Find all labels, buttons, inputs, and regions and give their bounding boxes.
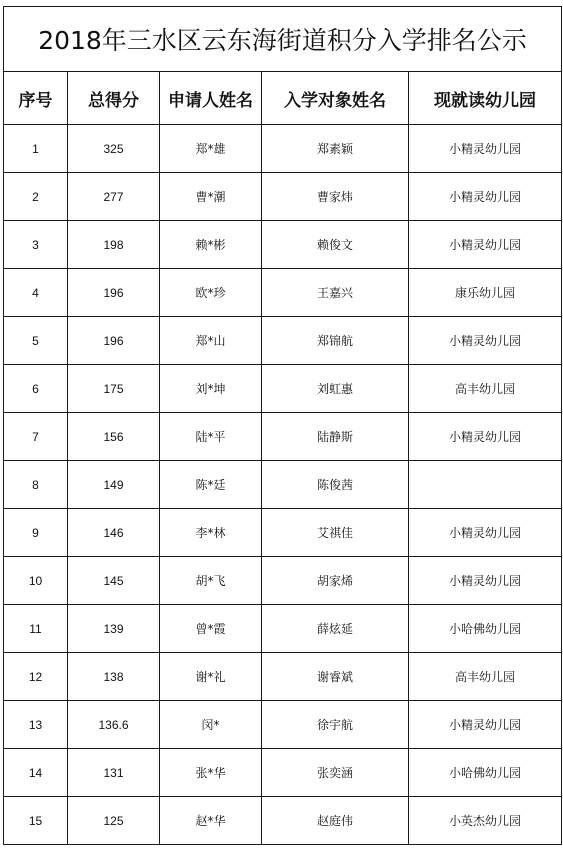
table-row xyxy=(4,797,562,845)
header-applicant: 申请人姓名 xyxy=(160,72,262,125)
table-row xyxy=(4,269,562,317)
cell-score: 196 xyxy=(68,269,160,317)
table-row xyxy=(4,653,562,701)
cell-kindergarten: 小哈佛幼儿园 xyxy=(409,605,562,653)
cell-score: 149 xyxy=(68,461,160,509)
cell-score: 196 xyxy=(68,317,160,365)
cell-student: 郑素颖 xyxy=(262,125,409,173)
ranking-table xyxy=(3,6,562,845)
cell-student: 赵庭伟 xyxy=(262,797,409,845)
table-row xyxy=(4,509,562,557)
cell-kindergarten: 小哈佛幼儿园 xyxy=(409,749,562,797)
cell-applicant: 郑*山 xyxy=(160,317,262,365)
cell-kindergarten: 小精灵幼儿园 xyxy=(409,317,562,365)
cell-applicant: 闵* xyxy=(160,701,262,749)
table-row xyxy=(4,413,562,461)
cell-kindergarten: 小精灵幼儿园 xyxy=(409,413,562,461)
cell-applicant: 张*华 xyxy=(160,749,262,797)
cell-student: 谢睿斌 xyxy=(262,653,409,701)
title-row xyxy=(4,7,562,72)
cell-score: 277 xyxy=(68,173,160,221)
cell-score: 136.6 xyxy=(68,701,160,749)
cell-serial: 15 xyxy=(4,797,68,845)
cell-student: 赖俊文 xyxy=(262,221,409,269)
cell-applicant: 胡*飞 xyxy=(160,557,262,605)
cell-score: 145 xyxy=(68,557,160,605)
header-serial: 序号 xyxy=(4,72,68,125)
cell-applicant: 刘*坤 xyxy=(160,365,262,413)
cell-score: 146 xyxy=(68,509,160,557)
cell-applicant: 曹*潮 xyxy=(160,173,262,221)
cell-kindergarten: 小精灵幼儿园 xyxy=(409,701,562,749)
table-row xyxy=(4,749,562,797)
cell-kindergarten: 小英杰幼儿园 xyxy=(409,797,562,845)
table-row xyxy=(4,221,562,269)
page-title: 2018年三水区云东海街道积分入学排名公示 xyxy=(4,7,562,72)
table-row xyxy=(4,173,562,221)
cell-kindergarten: 高丰幼儿园 xyxy=(409,365,562,413)
cell-score: 198 xyxy=(68,221,160,269)
cell-serial: 11 xyxy=(4,605,68,653)
cell-score: 125 xyxy=(68,797,160,845)
cell-student: 陈俊茜 xyxy=(262,461,409,509)
cell-score: 175 xyxy=(68,365,160,413)
cell-student: 张奕涵 xyxy=(262,749,409,797)
header-row xyxy=(4,72,562,125)
cell-serial: 14 xyxy=(4,749,68,797)
cell-student: 王嘉兴 xyxy=(262,269,409,317)
cell-kindergarten: 小精灵幼儿园 xyxy=(409,221,562,269)
cell-serial: 3 xyxy=(4,221,68,269)
cell-serial: 5 xyxy=(4,317,68,365)
cell-serial: 8 xyxy=(4,461,68,509)
table-row xyxy=(4,605,562,653)
cell-serial: 2 xyxy=(4,173,68,221)
cell-applicant: 郑*雄 xyxy=(160,125,262,173)
table-row xyxy=(4,461,562,509)
cell-serial: 6 xyxy=(4,365,68,413)
cell-serial: 10 xyxy=(4,557,68,605)
cell-student: 徐宇航 xyxy=(262,701,409,749)
table-row xyxy=(4,557,562,605)
cell-score: 131 xyxy=(68,749,160,797)
cell-score: 139 xyxy=(68,605,160,653)
header-kindergarten: 现就读幼儿园 xyxy=(409,72,562,125)
cell-applicant: 曾*霞 xyxy=(160,605,262,653)
cell-kindergarten xyxy=(409,461,562,509)
cell-kindergarten: 小精灵幼儿园 xyxy=(409,509,562,557)
cell-applicant: 陈*廷 xyxy=(160,461,262,509)
cell-applicant: 李*林 xyxy=(160,509,262,557)
cell-serial: 4 xyxy=(4,269,68,317)
cell-student: 薛炫延 xyxy=(262,605,409,653)
table-row xyxy=(4,125,562,173)
cell-score: 156 xyxy=(68,413,160,461)
cell-applicant: 赵*华 xyxy=(160,797,262,845)
cell-serial: 13 xyxy=(4,701,68,749)
cell-student: 曹家炜 xyxy=(262,173,409,221)
cell-applicant: 赖*彬 xyxy=(160,221,262,269)
cell-kindergarten: 小精灵幼儿园 xyxy=(409,557,562,605)
cell-kindergarten: 康乐幼儿园 xyxy=(409,269,562,317)
ranking-document xyxy=(3,6,561,845)
cell-score: 138 xyxy=(68,653,160,701)
cell-serial: 9 xyxy=(4,509,68,557)
header-student: 入学对象姓名 xyxy=(262,72,409,125)
cell-applicant: 欧*珍 xyxy=(160,269,262,317)
cell-student: 郑锦航 xyxy=(262,317,409,365)
cell-kindergarten: 高丰幼儿园 xyxy=(409,653,562,701)
cell-score: 325 xyxy=(68,125,160,173)
cell-applicant: 谢*礼 xyxy=(160,653,262,701)
table-row xyxy=(4,701,562,749)
table-body xyxy=(4,125,562,845)
table-row xyxy=(4,365,562,413)
cell-kindergarten: 小精灵幼儿园 xyxy=(409,125,562,173)
cell-applicant: 陆*平 xyxy=(160,413,262,461)
cell-student: 陆静斯 xyxy=(262,413,409,461)
cell-kindergarten: 小精灵幼儿园 xyxy=(409,173,562,221)
cell-student: 艾祺佳 xyxy=(262,509,409,557)
cell-student: 刘虹惠 xyxy=(262,365,409,413)
cell-student: 胡家烯 xyxy=(262,557,409,605)
table-row xyxy=(4,317,562,365)
header-score: 总得分 xyxy=(68,72,160,125)
cell-serial: 12 xyxy=(4,653,68,701)
cell-serial: 1 xyxy=(4,125,68,173)
cell-serial: 7 xyxy=(4,413,68,461)
